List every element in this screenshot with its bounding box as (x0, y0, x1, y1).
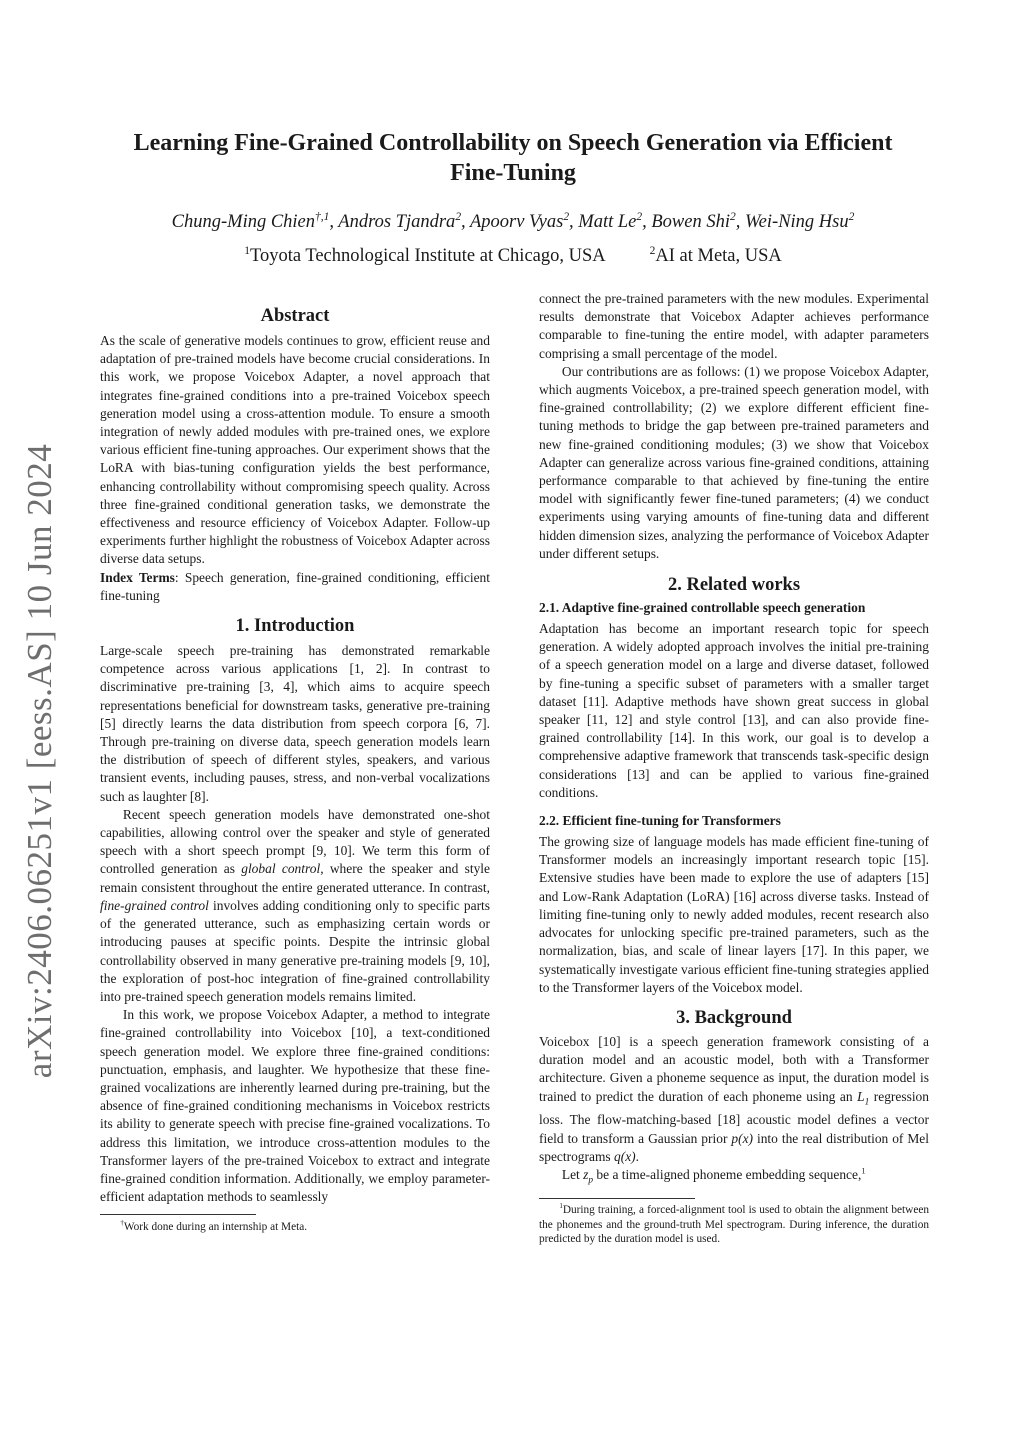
arxiv-identifier: arXiv:2406.06251v1 [eess.AS] 10 Jun 2024 (20, 443, 59, 1079)
section-2-1-text: Adaptation has become an important research topic for speech generation. A widely adopted approach involves the initial pre-training of a speech generation model on a large and diverse dataset, followed by fine-tuning a specific subset of parameters with a smaller target dataset [11]. Adaptive methods have shown great success in global speaker [11, 12] and style control [13], and can also provide fine-grained controllability [14]. In this work, our goal is to develop a comprehensive adaptive framework that transcends task-specific design considerations [13] and can be applied to various fine-grained conditions. (539, 621, 929, 800)
footnote-right: $^1$During training, a forced-alignment tool is used to obtain the alignment between the phonemes and the ground-truth Mel spectrogram. During inference, the duration predicted by the duration model is used. (539, 1202, 929, 1246)
math-px: p(x) (731, 1130, 754, 1146)
affiliations: $^1$Toyota Technological Institute at Chicago, USA $^2$AI at Meta, USA (244, 244, 782, 266)
footnote-left: †Work done during an internship at Meta. (120, 1219, 308, 1234)
intro-paragraph-2: Recent speech generation models have demonstrated one-shot capabilities, allowing control over the speaker and style of generated speech with a short speech prompt [9, 10]. We term this form of controlled generation as global control, where the speaker and style remain consistent throughout the entire generated utterance. In contrast, fine-grained control involves adding conditioning only to specific parts of the generated utterance, such as emphasizing certain words or introducing pauses at specific points. Despite the intrinsic global controllability observed in many generative pre-training models [9, 10], the exploration of post-hoc integration of fine-grained controllability into pre-trained speech generation models remains limited. (100, 806, 491, 1004)
right-paragraph-0: connect the pre-trained parameters with the new modules. Experimental results demonstrate that Voicebox Adapter achieves performance comparable to fine-tuning the entire model, with adapter parameters comprising a small percentage of the model. (539, 291, 929, 361)
left-column (100, 304, 490, 1235)
section-2-2-text: The growing size of language models has made efficient fine-tuning of Transformer models an increasingly important research topic [15]. Extensive studies have been made to explore the use of adapters [15] and Low-Rank Adaptation (LoRA) [16] across diverse tasks. Instead of limiting fine-tuning only to newly added modules, recent research also advocates for unlocking specific pre-trained parameters, such as the normalization, bias, and scale of linear layers [17]. In this paper, we systematically investigate various efficient fine-tuning strategies applied to the Transformer layers of the Voicebox model. (539, 834, 929, 995)
section-3-heading: 3. Background (676, 1007, 792, 1028)
section-2-heading: 2. Related works (667, 575, 801, 596)
author-list: Chung-Ming Chien$^{\dagger,1}$, Andros Tjandra$^2$, Apoorv Vyas$^2$, Matt Le$^2$, Bowen Shi$^2$, Wei-Ning Hsu$^2$ (171, 210, 855, 232)
abstract-text: As the scale of generative models continues to grow, efficient reuse and adaptation of pre-trained models have become crucial considerations. In this work, we propose Voicebox Adapter, a novel approach that integrates fine-grained conditions into a pre-trained Voicebox speech generation model using a cross-attention module. To ensure a smooth integration of newly added modules with pre-trained ones, we explore various efficient fine-tuning approaches. Our experiment shows that the LoRA with bias-tuning configuration yields the best performance, enhancing controllability without compromising speech quality. Across three fine-grained conditional generation tasks, we demonstrate the effectiveness and resource efficiency of Voicebox Adapter. Follow-up experiments further highlight the robustness of Voicebox Adapter across diverse data setups. (100, 333, 490, 567)
intro-paragraph-3: In this work, we propose Voicebox Adapter, a method to integrate fine-grained controllability into Voicebox [10], a text-conditioned speech generation model. We explore three fine-grained conditions: punctuation, emphasis, and laughter. We hypothesize that these fine-grained vocalizations are inherently learned during pre-training, but the absence of fine-grained conditioning mechanisms in Voicebox restricts its ability to generate speech with precise fine-grained vocalizations. To address this limitation, we introduce cross-attention modules to the Transformer layers of the pre-trained Voicebox to extract and integrate fine-grained condition information. Additionally, we employ parameter-efficient adaptation methods to seamlessly (100, 1007, 490, 1205)
abstract-heading: Abstract (260, 306, 330, 326)
affiliation-1: Toyota Technological Institute at Chicago, USA (249, 246, 606, 266)
math-l1: $L_1$ (857, 1088, 870, 1108)
math-qx: q(x) (614, 1148, 636, 1164)
paper-title: Learning Fine-Grained Controllability on Speech Generation via Efficient Fine-Tuning (133, 130, 893, 186)
affiliation-2: AI at Meta, USA (655, 246, 782, 266)
section-2-1-heading: 2.1. Adaptive fine-grained controllable speech generation (539, 600, 866, 616)
intro-paragraph-1: Large-scale speech pre-training has demonstrated remarkable competence across various applications [1, 2]. In contrast to discriminative pre-training [3, 4], which aims to acquire speech representations beneficial for downstream tasks, generative pre-training [5] directly learns the data distribution from speech corpora [6, 7]. Through pre-training on diverse data, speech generation models learn the distribution of speech of different styles, speakers, and various transient events, including pauses, stress, and non-verbal vocalizations such as laughter [8]. (100, 643, 490, 804)
background-paragraph: Voicebox [10] is a speech generation framework consisting of a duration model and an acoustic model, both with a Transformer architecture. Given a phoneme sequence as input, the duration model is trained to predict the duration of each phoneme using an $L_1$ regression loss. The flow-matching-based [18] acoustic model defines a vector field to transform a Gaussian prior p(x) into the real distribution of Mel spectrograms q(x). (539, 1033, 930, 1164)
footnote-rule (100, 1214, 256, 1215)
index-terms: Index Terms: Speech generation, fine-grained conditioning, efficient fine-tuning (100, 569, 490, 603)
contributions-paragraph: Our contributions are as follows: (1) we propose Voicebox Adapter, which augments Voicebox, a pre-trained speech generation model, with fine-grained controllability; (2) we explore different efficient fine-tuning methods to bridge the gap between pre-trained parameters and new fine-grained conditioning modules; (3) we show that Voicebox Adapter can generalize across various fine-grained conditions, attaining performance comparable to that achieved by fine-tuning the entire model with significantly fewer fine-tuned parameters; (4) we conduct experiments using varying amounts of fine-tuning data and different hidden dimension sizes, analyzing the performance of Voicebox Adapter under different setups. (539, 363, 929, 561)
footnote-rule-right (539, 1198, 695, 1199)
math-zp: $z_p$ (583, 1167, 594, 1186)
section-2-2-heading: 2.2. Efficient fine-tuning for Transformers (539, 813, 781, 829)
right-column (539, 290, 929, 1247)
section-1-heading: 1. Introduction (235, 616, 355, 637)
background-paragraph-2: Let $z_p$ be a time-aligned phoneme embedding sequence,$^1$ (561, 1166, 866, 1186)
